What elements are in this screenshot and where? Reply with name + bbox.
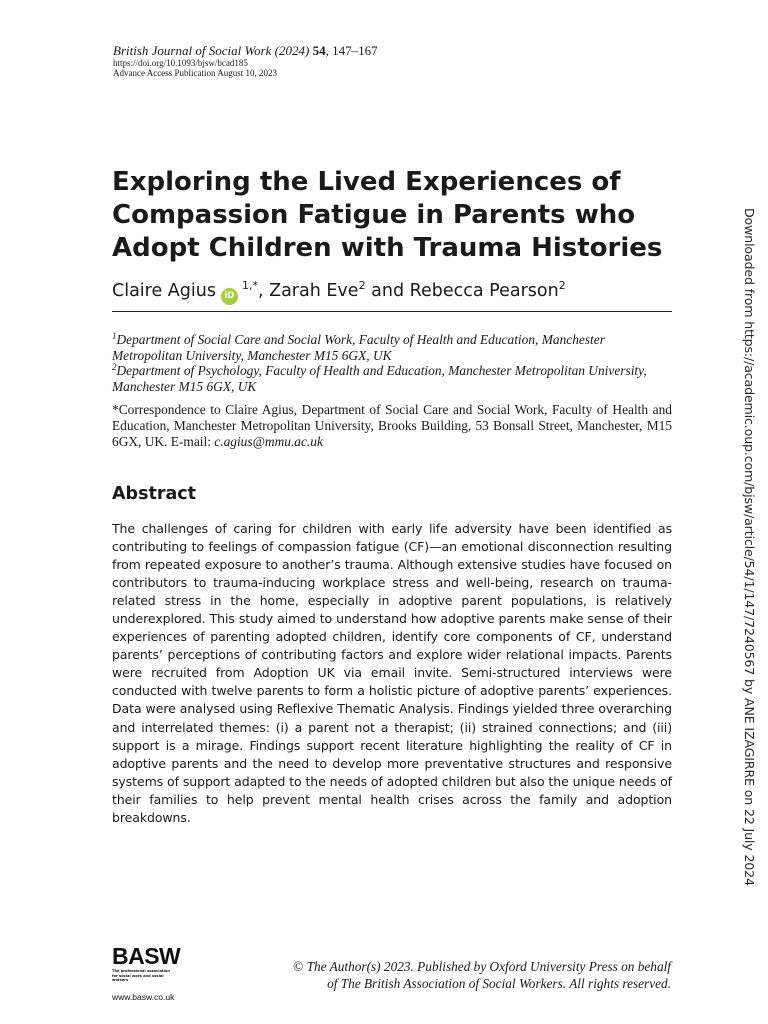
article-title xyxy=(112,166,672,265)
copyright-symbol: © xyxy=(293,959,304,974)
journal-name: British Journal of Social Work (2024) xyxy=(113,43,310,58)
correspondence-email[interactable]: c.agius@mmu.ac.uk xyxy=(214,434,323,449)
affiliation-text: Department of Social Care and Social Work, Faculty of Health and Education, Manchester Metropolitan University, Manchester M15 6GX, UK xyxy=(112,332,605,363)
journal-volume: 54 xyxy=(312,43,326,58)
journal-citation xyxy=(113,44,378,58)
logo-url[interactable]: www.basw.co.uk xyxy=(112,991,175,1002)
basw-logo[interactable] xyxy=(112,945,182,1002)
orcid-icon[interactable]: iD xyxy=(221,288,238,305)
author-affiliation-mark: 2 xyxy=(358,279,366,292)
title-divider xyxy=(112,311,672,312)
abstract-body: The challenges of caring for children with early life adversity have been identified as contributing to feelings of compassion fatigue (CF)—an emotional disconnection resulting from repeated exposure to another’s trauma. Although extensive studies have focused on contributors to trauma-inducing workplace stress and well-being, research on trauma-related stress in the home, especially in adoptive parent populations, is relatively underexplored. This study aimed to understand how adoptive parents make sense of their experiences of parenting adopted children, identify core components of CF, understand parents’ perceptions of contributing factors and explore wider relational impacts. Parents were recruited from Adoption UK via email invite. Semi-structured interviews were conducted with twelve parents to form a holistic picture of adoptive parents’ experiences. Data were analysed using Reflexive Thematic Analysis. Findings yielded three overarching and interrelated themes: (i) a parent not a therapist; (ii) strained connections; and (iii) support is a mirage. Findings support recent literature highlighting the reality of CF in adoptive parents and the need to develop more preventative structures and responsive systems of support adapted to the needs of adopted children but also the unique needs of their families to help prevent mental health crises across the family and adoption breakdowns. xyxy=(112,521,672,825)
doi-link[interactable]: https://doi.org/10.1093/bjsw/bcad185 xyxy=(113,58,248,68)
logo-wordmark: BASW xyxy=(112,943,181,969)
title-line-3: Adopt Children with Trauma Histories xyxy=(112,233,663,263)
affiliation-number: 2 xyxy=(112,362,117,372)
author-name[interactable]: and Rebecca Pearson xyxy=(365,281,559,301)
access-date: Advance Access Publication August 10, 2023 xyxy=(113,68,277,78)
copyright-notice xyxy=(293,959,671,992)
affiliation-number: 1 xyxy=(112,331,117,341)
download-watermark: Downloaded from https://academic.oup.com/bjsw/article/54/1/147/7240567 by ANE IZAGIRRE on 22 July 2024 xyxy=(742,208,757,886)
author-affiliation-mark: 1,* xyxy=(241,279,258,292)
copyright-line-1: © The Author(s) 2023. Published by Oxford University Press on behalf xyxy=(293,959,671,974)
copyright-line-2: of The British Association of Social Workers. All rights reserved. xyxy=(327,975,671,991)
author-name[interactable]: , Zarah Eve xyxy=(257,281,359,301)
abstract-heading: Abstract xyxy=(112,484,197,504)
logo-tagline: The professional association for social work and social workers xyxy=(112,969,170,982)
journal-pages: , 147–167 xyxy=(325,43,378,58)
title-line-2: Compassion Fatigue in Parents who xyxy=(112,200,636,230)
affiliation-text: Department of Psychology, Faculty of Health and Education, Manchester Metropolitan University, Manchester M15 6GX, UK xyxy=(112,363,647,394)
affiliation-2 xyxy=(112,359,672,395)
correspondence-text: *Correspondence to Claire Agius, Department of Social Care and Social Work, Faculty of Health and Education, Manchester Metropolitan University, Brooks Building, 53 Bonsall Street, Manchester, M15 6GX, UK. E-mail: xyxy=(112,402,672,449)
author-name[interactable]: Claire Agius xyxy=(112,281,216,301)
correspondence xyxy=(112,402,672,450)
author-list xyxy=(112,272,566,305)
title-line-1: Exploring the Lived Experiences of xyxy=(112,167,621,197)
author-affiliation-mark: 2 xyxy=(558,279,566,292)
